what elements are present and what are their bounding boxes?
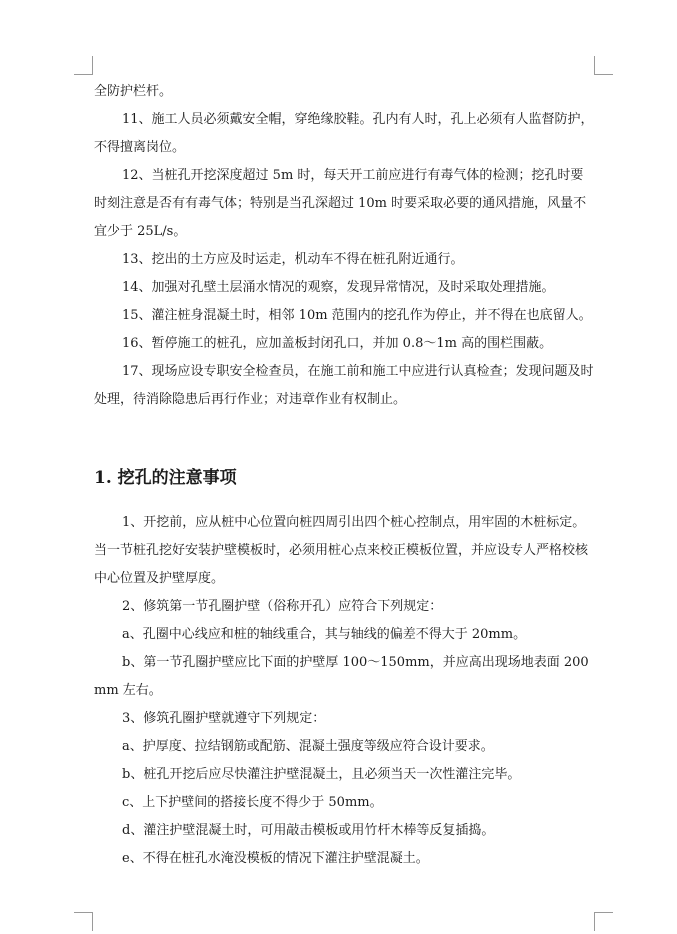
heading-gap <box>94 492 594 509</box>
paragraph: 15、灌注桩身混凝土时，相邻 10m 范围内的挖孔作为停止，并不得在也底留人。 <box>122 308 592 323</box>
paragraph: 13、挖出的土方应及时运走，机动车不得在桩孔附近通行。 <box>122 252 464 267</box>
crop-mark-top-right <box>594 56 613 75</box>
paragraph: b、第一节孔圈护壁应比下面的护壁厚 100～150mm，并应高出现场地表面 200mm 左右。 <box>94 655 589 698</box>
paragraph: d、灌注护壁混凝土时，可用敲击模板或用竹杆木棒等反复插捣。 <box>122 823 495 838</box>
paragraph: 14、加强对孔壁土层涌水情况的观察，发现异常情况，及时采取处理措施。 <box>122 280 555 295</box>
paragraph: e、不得在桩孔水淹没模板的情况下灌注护壁混凝土。 <box>122 851 429 866</box>
paragraph: a、孔圈中心线应和桩的轴线重合，其与轴线的偏差不得大于 20mm。 <box>122 627 527 642</box>
crop-mark-bottom-left <box>74 912 93 931</box>
document-body <box>94 78 594 873</box>
paragraph: a、护厚度、拉结钢筋或配筋、混凝土强度等级应符合设计要求。 <box>122 739 494 754</box>
paragraph: 1、开挖前，应从桩中心位置向桩四周引出四个桩心控制点，用牢固的木桩标定。当一节桩孔挖好安装护壁模板时，必须用桩心点来校正模板位置，并应设专人严格校核中心位置及护壁厚度。 <box>94 515 589 586</box>
paragraph: b、桩孔开挖后应尽快灌注护壁混凝土，且必须当天一次性灌注完毕。 <box>122 767 521 782</box>
paragraph: 16、暂停施工的桩孔，应加盖板封闭孔口，并加 0.8～1m 高的围栏围蔽。 <box>122 336 553 351</box>
paragraph: c、上下护壁间的搭接长度不得少于 50mm。 <box>122 795 383 810</box>
paragraph: 17、现场应设专职安全检查员，在施工前和施工中应进行认真检查；发现问题及时处理，待消除隐患后再行作业；对违章作业有权制止。 <box>94 364 594 407</box>
paragraph: 全防护栏杆。 <box>94 84 173 99</box>
paragraph: 3、修筑孔圈护壁就遵守下列规定： <box>122 711 326 726</box>
section-heading: 1. 挖孔的注意事项 <box>94 468 237 488</box>
crop-mark-top-left <box>74 56 93 75</box>
paragraph: 11、施工人员必须戴安全帽，穿绝缘胶鞋。孔内有人时，孔上必须有人监督防护，不得擅离岗位。 <box>94 112 594 155</box>
paragraph: 12、当桩孔开挖深度超过 5m 时，每天开工前应进行有毒气体的检测；挖孔时要时刻注意是否有有毒气体；特别是当孔深超过 10m 时要采取必要的通风措施，风量不宜少于 25L/s。 <box>94 168 587 239</box>
crop-mark-bottom-right <box>594 912 613 931</box>
section-gap <box>94 414 594 464</box>
paragraph: 2、修筑第一节孔圈护壁（俗称开孔）应符合下列规定： <box>122 599 443 614</box>
